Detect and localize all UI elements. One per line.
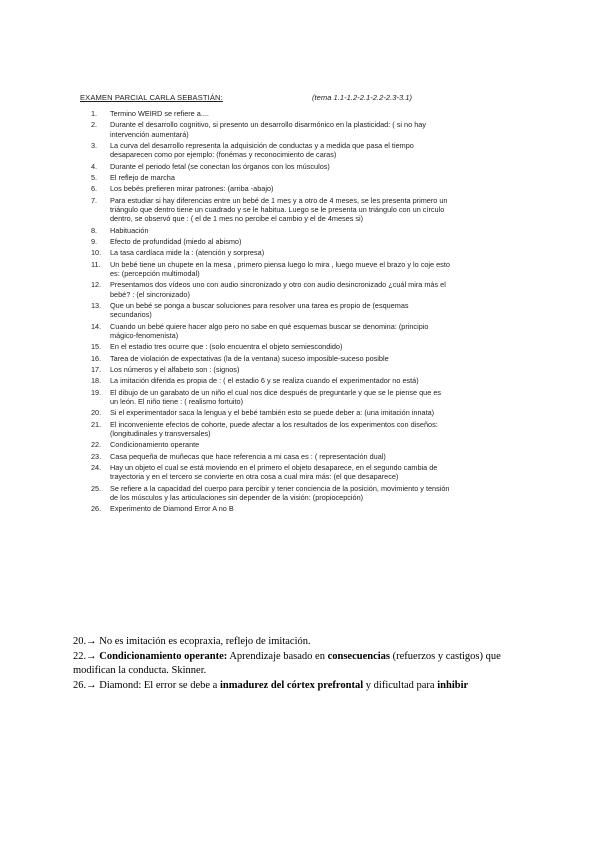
note-26-prefix: 26.→ <box>73 679 100 691</box>
note-22-prefix: 22.→ <box>73 650 100 662</box>
question-item <box>80 141 450 160</box>
question-text: Condicionamiento operante <box>110 440 200 450</box>
question-text: Se refiere a la capacidad del cuerpo para percibir y tener conciencia de la posición, movimiento y tensión de los músculos y las articulaciones sin depender de la visión: (propiocepción) <box>110 483 450 502</box>
exam-title: EXAMEN PARCIAL CARLA SEBASTIÁN: <box>80 93 223 102</box>
question-text: La tasa cardíaca mide la : (atención y sorpresa) <box>110 248 265 258</box>
question-number: 1. <box>91 109 98 118</box>
question-text: Hay un objeto el cual se está moviendo en el primero el objeto desaparece, en el segundo cambia de trayectoria y en el tercero se convierte en otra cosa a cual mira más: (el que desaparece) <box>110 462 438 482</box>
question-item <box>80 440 450 449</box>
question-number: 8. <box>91 225 98 235</box>
question-item <box>80 365 450 374</box>
question-number: 22. <box>91 440 102 450</box>
question-text: Un bebé tiene un chupete en la mesa , primero piensa luego lo mira , luego mueve el brazo y lo coje esto es: (percepción multimodal) <box>110 259 450 278</box>
question-number: 7. <box>91 195 98 205</box>
question-text: Tarea de violación de expectativas (la de la ventana) suceso imposible-suceso posible <box>110 353 389 363</box>
question-item <box>80 109 450 118</box>
question-item <box>80 196 450 224</box>
note-20-text: No es imitación es ecopraxia, reflejo de imitación. <box>99 636 311 647</box>
question-text: Los bebés prefieren mirar patrones: (arriba -abajo) <box>110 184 274 194</box>
question-item <box>80 420 450 439</box>
question-item <box>80 173 450 182</box>
answer-notes <box>73 635 513 693</box>
question-number: 11. <box>91 259 101 269</box>
question-item <box>80 237 450 246</box>
question-number: 16. <box>91 353 102 363</box>
question-text: El reflejo de marcha <box>110 172 175 182</box>
question-text: El inconveniente efectos de cohorte, puede afectar a los resultados de los experimentos con diseños: (longitudinales y transversales) <box>110 419 438 438</box>
question-number: 6. <box>91 184 98 194</box>
question-item <box>80 260 450 279</box>
question-text: Durante el periodo fetal (se conectan los órganos con los músculos) <box>110 161 330 171</box>
note-26 <box>73 679 513 694</box>
question-number: 9. <box>91 236 98 246</box>
question-text: Casa pequeña de muñecas que hace referencia a mi casa es : ( representación dual) <box>110 451 386 461</box>
question-number: 19. <box>91 387 102 397</box>
question-number: 10. <box>91 248 102 258</box>
question-text: Habituación <box>110 225 149 235</box>
question-item <box>80 463 450 482</box>
question-item <box>80 504 450 513</box>
exam-header <box>80 93 450 109</box>
exam-topics: (tema 1.1-1.2-2.1-2.2-2.3-3.1) <box>312 93 413 102</box>
note-20 <box>73 635 513 650</box>
question-item <box>80 354 450 363</box>
question-number: 14. <box>91 321 102 331</box>
note-22-term: Condicionamiento operante: <box>99 650 228 662</box>
question-text: Efecto de profundidad (miedo al abismo) <box>110 236 242 246</box>
question-item <box>80 184 450 193</box>
question-number: 5. <box>91 172 98 182</box>
question-number: 2. <box>91 120 98 130</box>
question-text: Experimento de Diamond Error A no B <box>110 504 234 514</box>
scanned-exam <box>80 93 450 516</box>
question-item <box>80 452 450 461</box>
question-text: Presentamos dos vídeos uno con audio sincronizado y otro con audio desincronizado ¿cuál mira más el bebé? : (el sincronizado) <box>110 280 446 299</box>
note-26-keyword: inhibir <box>437 679 469 691</box>
note-20-prefix: 20.→ <box>73 636 100 647</box>
question-text: Termino WEIRD se refiere a.... <box>110 109 209 118</box>
note-26-text1: Diamond: El error se debe a <box>99 679 220 691</box>
question-item <box>80 388 450 407</box>
question-number: 20. <box>91 408 102 418</box>
question-number: 18. <box>91 376 102 386</box>
question-item <box>80 248 450 257</box>
question-item <box>80 484 450 503</box>
question-text: Para estudiar si hay diferencias entre un bebé de 1 mes y a otro de 4 meses, se les presenta primero un triángulo que dentro tiene un cuadrado y se le habitua. Luego se le presenta un triángulo con un círculo dentro, se observó que : ( el de 1 mes no percibe el cambio y el de 4meses si) <box>110 195 448 224</box>
note-22-keyword: consecuencias <box>327 650 391 662</box>
question-item <box>80 342 450 351</box>
note-22 <box>73 650 513 679</box>
question-text: Si el experimentador saca la lengua y el bebé también esto se puede deber a: (una imitación innata) <box>110 408 435 418</box>
question-number: 25. <box>91 483 102 493</box>
question-text: Los números y el alfabeto son : (signos) <box>110 364 240 374</box>
note-22-text1: Aprendizaje basado en <box>227 650 328 662</box>
question-item <box>80 162 450 171</box>
question-number: 15. <box>91 342 102 352</box>
question-item <box>80 301 450 320</box>
note-22-text2: (refuerzos y castigos) que modifican la conducta. Skinner. <box>73 650 501 677</box>
question-item <box>80 280 450 299</box>
question-item <box>80 408 450 417</box>
question-text: En el estadio tres ocurre que : (solo encuentra el objeto semiescondido) <box>110 342 343 352</box>
question-item <box>80 226 450 235</box>
question-text: La imitación diferida es propia de : ( el estadio 6 y se realiza cuando el experimentador no está) <box>110 376 419 386</box>
question-number: 4. <box>91 161 98 171</box>
question-number: 13. <box>91 300 102 310</box>
question-text: Que un bebé se ponga a buscar soluciones para resolver una tarea es propio de (esquemas secundarios) <box>110 300 409 320</box>
note-26-term: inmadurez del córtex prefrontal <box>219 679 364 691</box>
question-number: 24. <box>91 462 102 472</box>
question-item <box>80 322 450 341</box>
question-item <box>80 376 450 385</box>
question-number: 3. <box>91 140 98 150</box>
question-number: 12. <box>91 280 102 290</box>
question-number: 17. <box>91 364 102 374</box>
question-list <box>80 109 450 513</box>
question-number: 21. <box>91 419 102 429</box>
question-text: Cuando un bebé quiere hacer algo pero no sabe en qué esquemas buscar se denomina: (principio mágico-fenomenista) <box>110 321 429 340</box>
note-26-text2: y dificultad para <box>363 679 438 691</box>
question-text: Durante el desarrollo cognitivo, si presento un desarrollo disarmónico en la plasticidad: ( si no hay intervención aumentará) <box>110 120 426 139</box>
question-number: 26. <box>91 504 102 514</box>
question-item <box>80 120 450 139</box>
question-text: La curva del desarrollo representa la adquisición de conductas y a medida que pasa el tiempo desaparecen como por ejemplo: (fonémas y reconocimiento de caras) <box>110 140 414 160</box>
question-text: El dibujo de un garabato de un niño el cual nos dice después de preguntarle y que se le piense que es un león. El niño tiene : ( realismo fortuito) <box>110 387 442 406</box>
question-number: 23. <box>91 451 102 461</box>
